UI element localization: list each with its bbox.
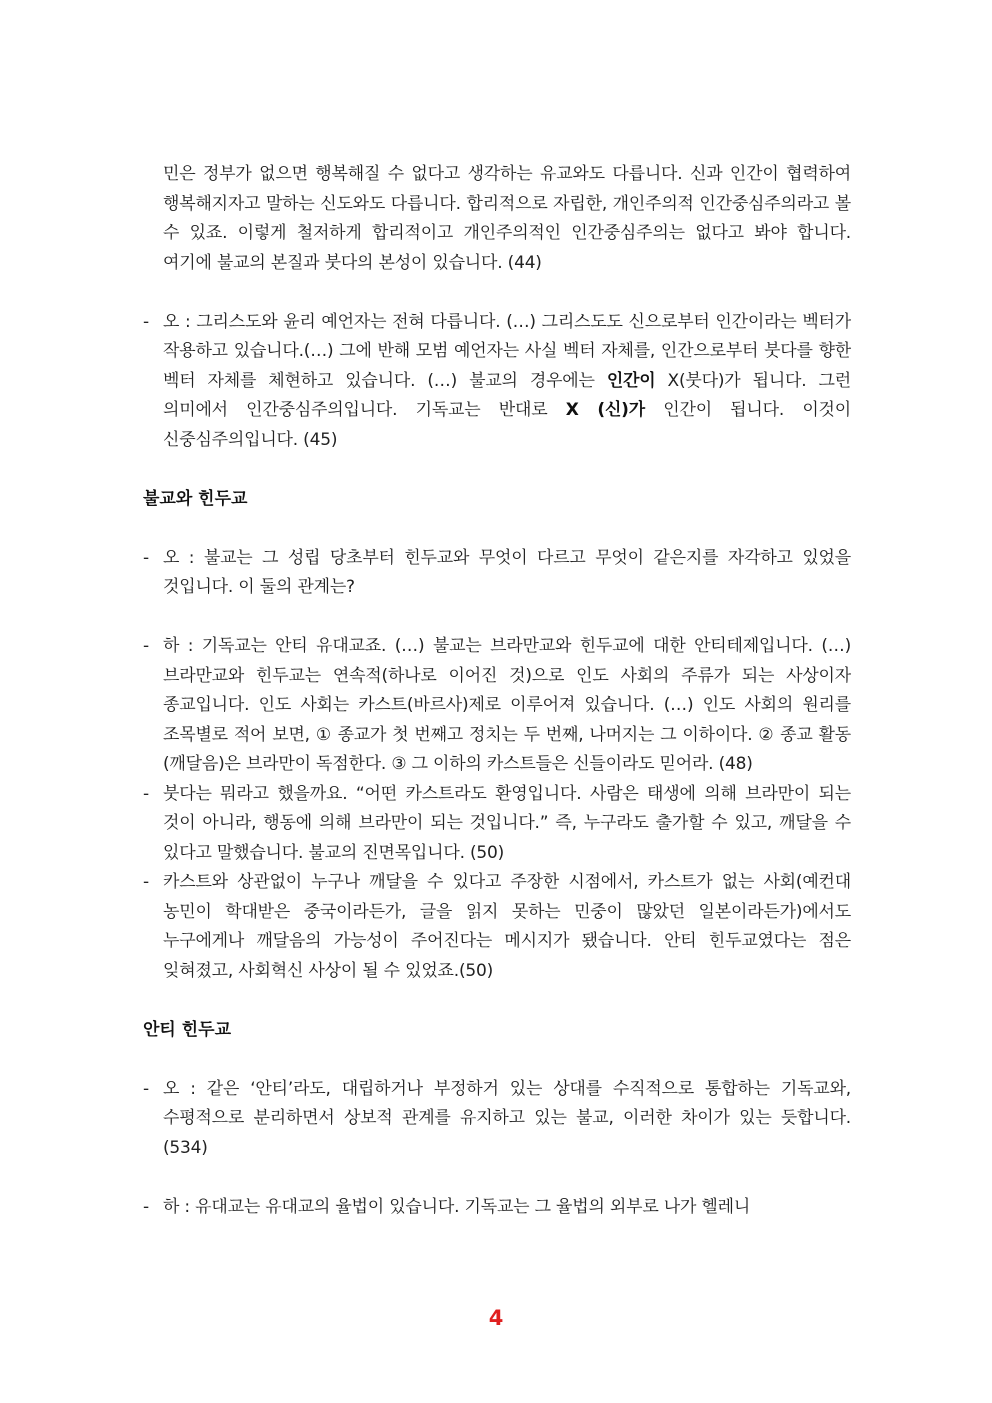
list-dash: - (143, 547, 149, 568)
paragraph-continued: 민은 정부가 없으면 행복해질 수 없다고 생각하는 유교와도 다릅니다. 신과 인간이 협력하여 행복해지자고 말하는 신도와도 다릅니다. 합리적으로 자립한, 개인주의적 인간중심주의라고 볼 수 있죠. 이렇게 철저하게 합리적이고 개인주의적인 인간중심주의는 없다고 봐야 합니다. 여기에 불교의 본질과 붓다의 본성이 있습니다. (44) (163, 164, 851, 273)
emphasis-text: 인간이 (606, 370, 656, 391)
spacer (143, 514, 851, 544)
spacer (143, 986, 851, 1016)
list-item (143, 308, 851, 456)
list-item (143, 632, 851, 780)
document-body (143, 160, 851, 1222)
item-text: 하 : 기독교는 안티 유대교죠. (…) 불교는 브라만교와 힌두교에 대한 안티테제입니다. (…) 브라만교와 힌두교는 연속적(하나로 이어진 것)으로 인도 사회의 주류가 되는 사상이자 종교입니다. 인도 사회는 카스트(바르사)제로 이루어져 있습니다. (…) 인도 사회의 원리를 조목별로 적어 보면, ① 종교가 첫 번째고 정치는 두 번째, 나머지는 그 이하이다. ② 종교 활동(깨달음)은 브라만이 독점한다. ③ 그 이하의 카스트들은 신들이라도 믿어라. (48) (163, 636, 851, 774)
item-text: 카스트와 상관없이 누구나 깨달을 수 있다고 주장한 시점에서, 카스트가 없는 사회(예컨대 농민이 학대받은 중국이라든가, 글을 읽지 못하는 민중이 많았던 일본이라든가)에서도 누구에게나 깨달음의 가능성이 주어진다는 메시지가 됐습니다. 안티 힌두교였다는 점은 잊혀졌고, 사회혁신 사상이 될 수 있었죠.(50) (163, 872, 851, 981)
list-dash: - (143, 1078, 149, 1099)
spacer (143, 455, 851, 485)
item-text: 인간이 됩니다. 이것이 신중심주의입니다. (45) (163, 400, 851, 450)
item-text: 하 : 유대교는 유대교의 율법이 있습니다. 기독교는 그 율법의 외부로 나가 헬레니 (163, 1196, 751, 1217)
list-item (143, 1193, 851, 1223)
item-text: 오 : 같은 ‘안티’라도, 대립하거나 부정하거 있는 상대를 수직적으로 통합하는 기독교와, 수평적으로 분리하면서 상보적 관계를 유지하고 있는 불교, 이러한 차이가 있는 듯합니다.(534) (163, 1078, 851, 1158)
item-text: 오 : 불교는 그 성립 당초부터 힌두교와 무엇이 다르고 무엇이 같은지를 자각하고 있었을 것입니다. 이 둘의 관계는? (163, 547, 851, 597)
item-text: 붓다는 뭐라고 했을까요. “어떤 카스트라도 환영입니다. 사람은 태생에 의해 브라만이 되는 것이 아니라, 행동에 의해 브라만이 되는 것입니다.” 즉, 누구라도 출가할 수 있고, 깨달을 수 있다고 말했습니다. 불교의 진면목입니다. (50) (163, 783, 851, 863)
section-heading: 불교와 힌두교 (143, 488, 248, 509)
item-text: 오 : 그리스도와 윤리 예언자는 전혀 다릅니다. (…) 그리스도도 신으로부터 인간이라는 벡터가 작용하고 있습니다.(…) 그에 반해 모범 예언자는 사실 벡터 자체를, 인간으로부터 붓다를 향한 벡터 자체를 체현하고 있습니다. (…) 불교의 경우에는 (163, 311, 851, 391)
list-item (143, 544, 851, 603)
list-dash: - (143, 636, 149, 656)
spacer (143, 278, 851, 308)
list-dash: - (143, 872, 149, 892)
item-text: X(붓다)가 됩니다. 그런 의미에서 인간중심주의입니다. 기독교는 반대로 (163, 370, 851, 420)
list-dash: - (143, 311, 149, 332)
list-dash: - (143, 783, 149, 804)
list-item (143, 780, 851, 869)
list-item (143, 868, 851, 986)
page-number: 4 (488, 1306, 504, 1330)
spacer (143, 1045, 851, 1075)
emphasis-text: X (신)가 (565, 400, 645, 420)
section-heading: 안티 힌두교 (143, 1019, 232, 1040)
spacer (143, 1163, 851, 1193)
list-dash: - (143, 1196, 149, 1217)
spacer (143, 603, 851, 633)
list-item (143, 1075, 851, 1164)
